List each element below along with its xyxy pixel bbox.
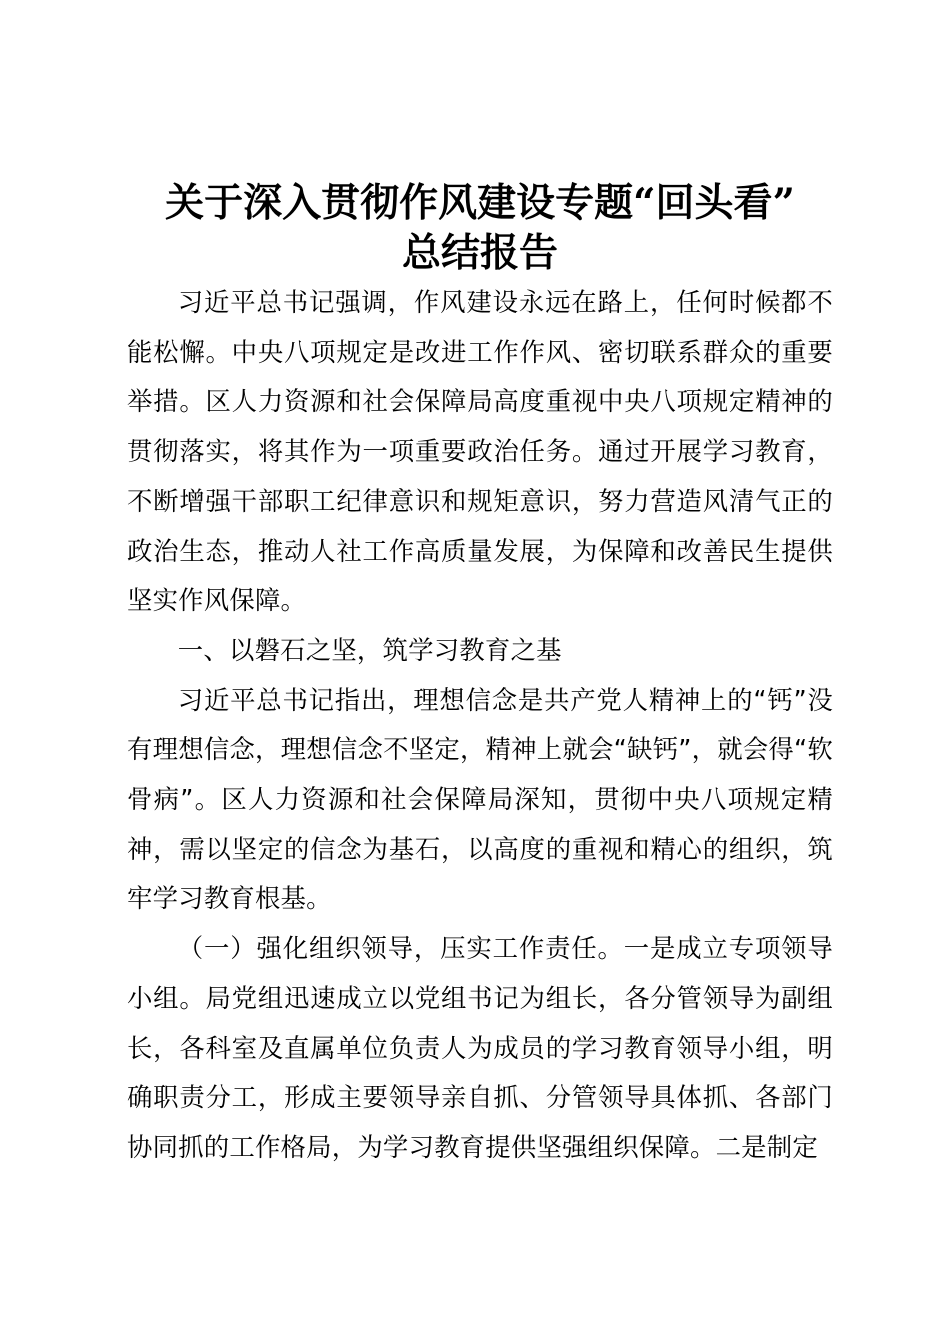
intro-paragraph: 习近平总书记强调，作风建设永远在路上，任何时候都不能松懈。中央八项规定是改进工作作风、密切联系群众的重要举措。区人力资源和社会保障局高度重视中央八项规定精神的贯彻落实，将其作为一项重要政治任务。通过开展学习教育，不断增强干部职工纪律意识和规矩意识，努力营造风清气正的政治生态，推动人社工作高质量发展，为保障和改善民生提供坚实作风保障。 [127,287,833,616]
title-line-2: 总结报告 [401,230,558,276]
title-line-1: 关于深入贯彻作风建设专题“回头看” [165,180,795,226]
section-1-paragraph: 习近平总书记指出，理想信念是共产党人精神上的“钙”没有理想信念，理想信念不坚定，精神上就会“缺钙”，就会得“软骨病”。区人力资源和社会保障局深知，贯彻中央八项规定精神，需以坚定的信念为基石，以高度的重视和精心的组织，筑牢学习教育根基。 [127,684,833,914]
subsection-1-paragraph: （一）强化组织领导，压实工作责任。一是成立专项领导小组。局党组迅速成立以党组书记为组长，各分管领导为副组长，各科室及直属单位负责人为成员的学习教育领导小组，明确职责分工，形成主要领导亲自抓、分管领导具体抓、各部门协同抓的工作格局，为学习教育提供坚强组织保障。二是制定 [127,933,833,1162]
section-heading-1: 一、以磐石之坚，筑学习教育之基 [177,634,562,665]
document-page [127,178,833,1173]
document-title [127,178,833,278]
